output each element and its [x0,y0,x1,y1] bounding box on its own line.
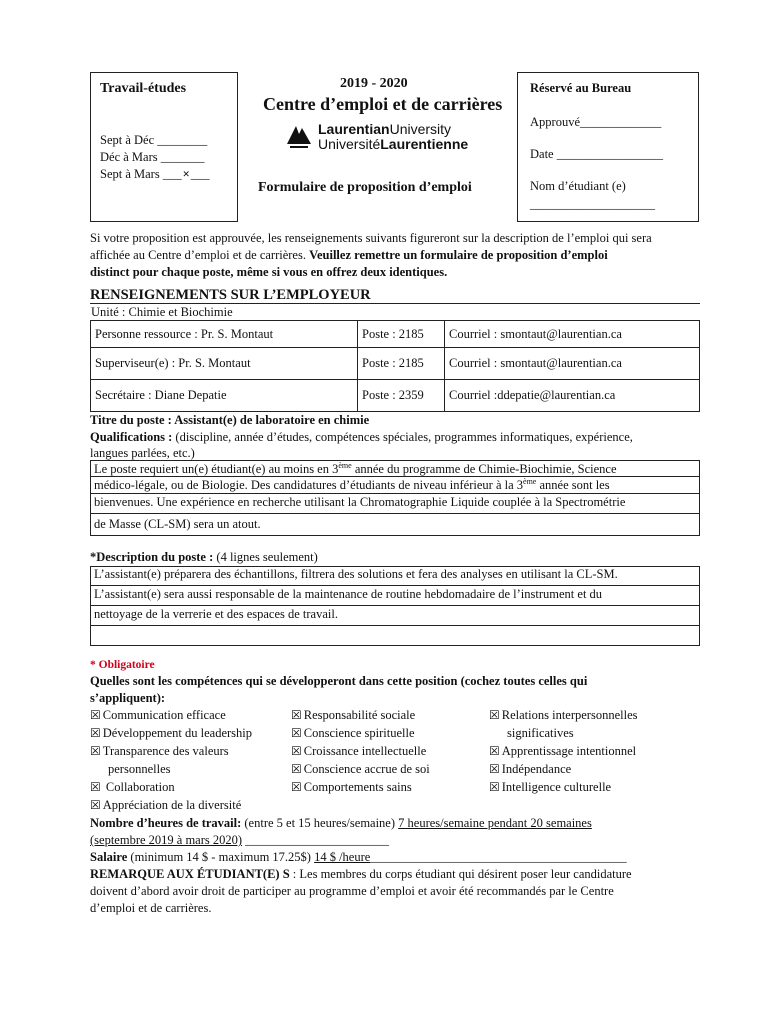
checked-checkbox-icon[interactable]: ☒ [90,798,101,812]
supervisor-extension: Poste : 2185 [358,348,445,380]
skill-diversity[interactable] [90,798,241,813]
qual-row1-text: Le poste requiert un(e) étudiant(e) au moins en 3 [94,462,339,477]
qualifications-label-text: Qualifications : [90,430,176,444]
approved-field: Approuvé_____________ [530,115,662,129]
skills-question [90,674,587,689]
office-use-title: Réservé au Bureau [530,81,632,95]
checked-checkbox-icon[interactable]: ☒ [291,726,302,740]
skill-communication[interactable] [90,708,226,723]
skill-self-awareness[interactable] [291,762,430,777]
description-field-row-1[interactable] [90,566,700,586]
student-name-line: ____________________ [530,197,655,211]
intro-line-2-bold: Veuillez remettre un formulaire de proposition d’emploi [309,248,608,262]
qualifications-hint-2: langues parlées, etc.) [90,446,195,460]
qual-row2-text: médico-légale, ou de Biologie. Des candidatures d’étudiants de niveau inférieur à la 3 [94,478,524,493]
centre-title: Centre d’emploi et de carrières [263,94,503,114]
skill-cultural-intelligence[interactable] [489,780,611,795]
description-note: (4 lignes seulement) [216,550,318,564]
office-use-box [517,72,699,222]
period-mark-line: ___ [190,167,210,181]
qualifications-field-row-2[interactable] [90,477,700,494]
skill-independence[interactable] [489,762,571,777]
skill-healthy-behaviors[interactable] [291,780,412,795]
checked-checkbox-icon[interactable]: ☒ [90,708,101,722]
skill-spiritual[interactable] [291,726,415,741]
salary-line: _________________________________________ [370,850,627,864]
skills-question-hint: (cochez toutes celles qui [460,674,588,688]
student-remark-3: d’emploi et de carrières. [90,901,212,915]
skill-social-responsibility[interactable] [291,708,415,723]
salary-field[interactable] [90,850,627,865]
table-row [91,380,700,412]
work-study-title: Travail-études [100,81,187,96]
skill-values-transparency[interactable] [90,744,229,759]
description-field-row-4[interactable] [90,626,700,646]
student-remark [90,867,632,882]
checked-checkbox-icon[interactable]: ☒ [489,762,500,776]
qual-row3-text: bienvenues. Une expérience en recherche utilisant la Chromatographie Liquide couplée à la Spectrométrie [94,495,626,509]
skill-collaboration[interactable] [90,780,175,795]
period-sept-mar-label: Sept à Mars ___ [100,167,182,181]
intro-line-3: distinct pour chaque poste, même si vous en offrez deux identiques. [90,265,448,279]
skill-label: Responsabilité sociale [303,708,416,722]
checked-checkbox-icon[interactable]: ☒ [291,780,302,794]
qualifications-label [90,430,633,445]
qual-row2-text-b: année sont les [536,478,610,493]
remark-label: REMARQUE AUX ÉTUDIANT(E) S [90,867,290,881]
skill-leadership[interactable] [90,726,252,741]
logo-university: University [389,121,452,137]
qual-row1-text-b: année du programme de Chimie-Biochimie, Science [351,462,617,477]
date-field: Date _________________ [530,147,663,161]
skill-label: Relations interpersonnelles [501,708,638,722]
laurentian-logo [284,122,474,156]
checked-checkbox-icon[interactable]: ☒ [291,762,302,776]
student-name-label: Nom d’étudiant (e) [530,179,626,193]
qualifications-field-row-3[interactable] [90,494,700,514]
logo-laurentienne: Laurentienne [380,136,469,152]
checked-checkbox-icon[interactable]: ☒ [489,744,500,758]
qual-row4-text: de Masse (CL-SM) sera un atout. [94,517,261,531]
contact-email: Courriel : smontaut@laurentian.ca [445,321,700,348]
qual-row1-sup: ème [338,461,352,470]
salary-note: (minimum 14 $ - maximum 17.25$) [130,850,315,864]
skill-label: Apprentissage intentionnel [501,744,637,758]
hours-value: 7 heures/semaine pendant 20 semaines [398,816,592,830]
logo-universite: Université [318,136,381,152]
period-selected-mark[interactable]: × [182,167,190,181]
unit-field: Unité : Chimie et Biochimie [91,305,233,319]
skill-intellectual[interactable] [291,744,426,759]
description-field-row-2[interactable] [90,586,700,606]
employer-heading-rule [90,303,700,304]
period-sept-dec: Sept à Déc ________ [100,133,208,147]
secretary: Secrétaire : Diane Depatie [91,380,358,412]
work-study-box [90,72,238,222]
skills-question-text: Quelles sont les compétences qui se développeront dans cette position [90,674,461,688]
hours-field-2[interactable] [90,833,389,848]
secretary-extension: Poste : 2359 [358,380,445,412]
table-row [91,348,700,380]
salary-label: Salaire [90,850,131,864]
skill-label: Collaboration [102,780,175,794]
intro-line-1: Si votre proposition est approuvée, les renseignements suivants figureront sur la description de l’emploi qui sera [90,231,652,245]
contact-person: Personne ressource : Pr. S. Montaut [91,321,358,348]
desc-row3-text: nettoyage de la verrerie et des espaces de travail. [94,607,338,621]
laurentian-crest-icon [284,122,314,152]
contact-extension: Poste : 2185 [358,321,445,348]
required-note: * Obligatoire [90,659,155,671]
hours-note: (entre 5 et 15 heures/semaine) [244,816,399,830]
desc-row2-text: L’assistant(e) sera aussi responsable de la maintenance de routine hebdomadaire de l’instrument et du [94,587,603,601]
supervisor: Superviseur(e) : Pr. S. Montaut [91,348,358,380]
description-label [90,550,318,565]
period-dec-mar: Déc à Mars _______ [100,150,205,164]
skill-label: Conscience spirituelle [303,726,415,740]
description-label-text: *Description du poste : [90,550,217,564]
skill-interpersonal[interactable] [489,708,638,723]
logo-laurentian: Laurentian [318,121,390,137]
school-year: 2019 - 2020 [340,76,408,91]
period-sept-mar [100,167,209,182]
skill-interpersonal-cont: significatives [507,726,574,740]
employer-table [90,320,700,412]
skill-label: Conscience accrue de soi [303,762,430,776]
skills-question-2: s’appliquent): [90,691,166,705]
qualifications-hint: (discipline, année d’études, compétences spéciales, programmes informatiques, expérience, [175,430,633,444]
skill-label: Indépendance [501,762,572,776]
job-title: Titre du poste : Assistant(e) de laboratoire en chimie [90,413,370,427]
salary-value: 14 $ /heure [314,850,371,864]
remark-text-1: : Les membres du corps étudiant qui désirent poser leur candidature [289,867,632,881]
qualifications-field-row-1[interactable] [90,460,700,477]
table-row [91,321,700,348]
hours-line: _______________________ [242,833,389,847]
skill-label: Appréciation de la diversité [102,798,242,812]
checked-checkbox-icon[interactable]: ☒ [90,780,101,794]
skill-values-transparency-cont: personnelles [108,762,171,776]
checked-checkbox-icon[interactable]: ☒ [90,726,101,740]
intro-line-2 [90,248,608,263]
checked-checkbox-icon[interactable]: ☒ [291,708,302,722]
skill-label: Comportements sains [303,780,412,794]
checked-checkbox-icon[interactable]: ☒ [291,744,302,758]
hours-label: Nombre d’heures de travail: [90,816,245,830]
skill-label: Développement du leadership [102,726,253,740]
skill-label: Transparence des valeurs [102,744,229,758]
hours-field[interactable] [90,816,592,831]
form-title: Formulaire de proposition d’emploi [258,180,472,195]
checked-checkbox-icon[interactable]: ☒ [489,780,500,794]
desc-row1-text: L’assistant(e) préparera des échantillons, filtrera des solutions et fera des analyses en utilisant la CL-SM. [94,567,618,581]
checked-checkbox-icon[interactable]: ☒ [90,744,101,758]
supervisor-email: Courriel : smontaut@laurentian.ca [445,348,700,380]
intro-line-2-text: affichée au Centre d’emploi et de carrières. [90,248,310,262]
student-remark-2: doivent d’abord avoir droit de participer au programme d’emploi et avoir été recommandés par le Centre [90,884,614,898]
secretary-email: Courriel :ddepatie@laurentian.ca [445,380,700,412]
qualifications-field-row-4[interactable] [90,514,700,536]
skill-label: Intelligence culturelle [501,780,612,794]
employer-heading: RENSEIGNEMENTS SUR L’EMPLOYEUR [90,287,371,303]
hours-value-2: (septembre 2019 à mars 2020) [90,833,243,847]
skill-intentional-learning[interactable] [489,744,636,759]
qual-row2-sup: ème [523,477,537,486]
description-field-row-3[interactable] [90,606,700,626]
skill-label: Croissance intellectuelle [303,744,427,758]
checked-checkbox-icon[interactable]: ☒ [489,708,500,722]
skill-label: Communication efficace [102,708,226,722]
